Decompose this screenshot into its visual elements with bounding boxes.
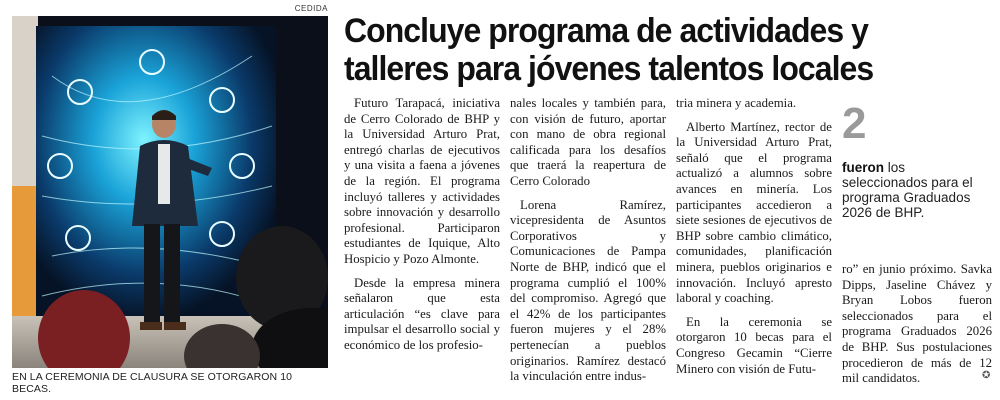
highlight-number: 2	[842, 99, 867, 148]
paragraph: Lorena Ramírez, vicepresidenta de Asuntos Corporativos y Comunicaciones de Pampa Norte de BHP, indicó que el programa cumplió el 100% del compromiso. Agregó que el 42% de los participantes fueron mujeres y el 28% pertenecían a pueblos originarios. Ramírez destacó la vinculación entre indus-	[510, 197, 666, 384]
photo-caption: EN LA CEREMONIA DE CLAUSURA SE OTORGARON 10 BECAS.	[12, 371, 293, 395]
highlight-body: los seleccionados para el programa Graduados 2026 de BHP.	[842, 160, 973, 220]
paragraph: Desde la empresa minera señalaron que esta articulación “es clave para impulsar el desarrollo social y económico de los profesio-	[344, 275, 500, 352]
headline-line-2: talleres para jóvenes talentos locales	[344, 50, 874, 88]
event-photo	[12, 16, 328, 368]
paragraph: nales locales y también para, con visión de futuro, aportar con mano de obra regional calificada para los desafíos que traerá la reapertura de Cerro Colorado	[510, 96, 666, 188]
paragraph: En la ceremonia se otorgaron 10 becas para el Congreso Gecamin “Cierre Minero con visión de Futu-	[676, 314, 832, 376]
paragraph: Alberto Martínez, rector de la Universidad Arturo Prat, señaló que el programa actualizó a alumnos sobre avances en minería. Los participantes accedieron a siete sesiones de ejecutivos de BHP sobre cambio climático, comunidades, planificación minera, pueblos originarios e innovación. Incluyó apresto laboral y coaching.	[676, 119, 832, 306]
article-column-4	[842, 262, 992, 388]
headline-line-1: Concluye programa de actividades y	[344, 12, 868, 50]
paragraph: Futuro Tarapacá, iniciativa de Cerro Colorado de BHP y la Universidad Arturo Prat, entregó charlas de ejecutivos y una visita a faena a jóvenes de la región. El programa incluyó talleres y actividades sobre innovación y desarrollo profesional. Participaron estudiantes de Iquique, Alto Hospicio y Pozo Almonte.	[344, 96, 500, 266]
article-column-3	[676, 96, 832, 388]
photo-credit: CEDIDA	[294, 4, 328, 13]
headline	[344, 12, 946, 88]
end-of-article-icon: ✪	[982, 370, 991, 381]
highlight-text	[842, 160, 992, 220]
highlight-box	[842, 99, 992, 220]
photo-block	[12, 4, 328, 395]
article-column-1	[344, 96, 500, 388]
article-column-2	[510, 96, 666, 388]
highlight-bold-lead: fueron	[842, 160, 884, 175]
paragraph: tria minera y academia.	[676, 96, 797, 110]
event-photo-illustration	[12, 16, 328, 368]
paragraph: ro” en junio próximo. Savka Dipps, Jaseline Chávez y Bryan Lobos fueron seleccionados para el programa Graduados 2026 de BHP. Sus postulaciones procedieron de más de 12 mil candidatos.	[842, 262, 992, 386]
